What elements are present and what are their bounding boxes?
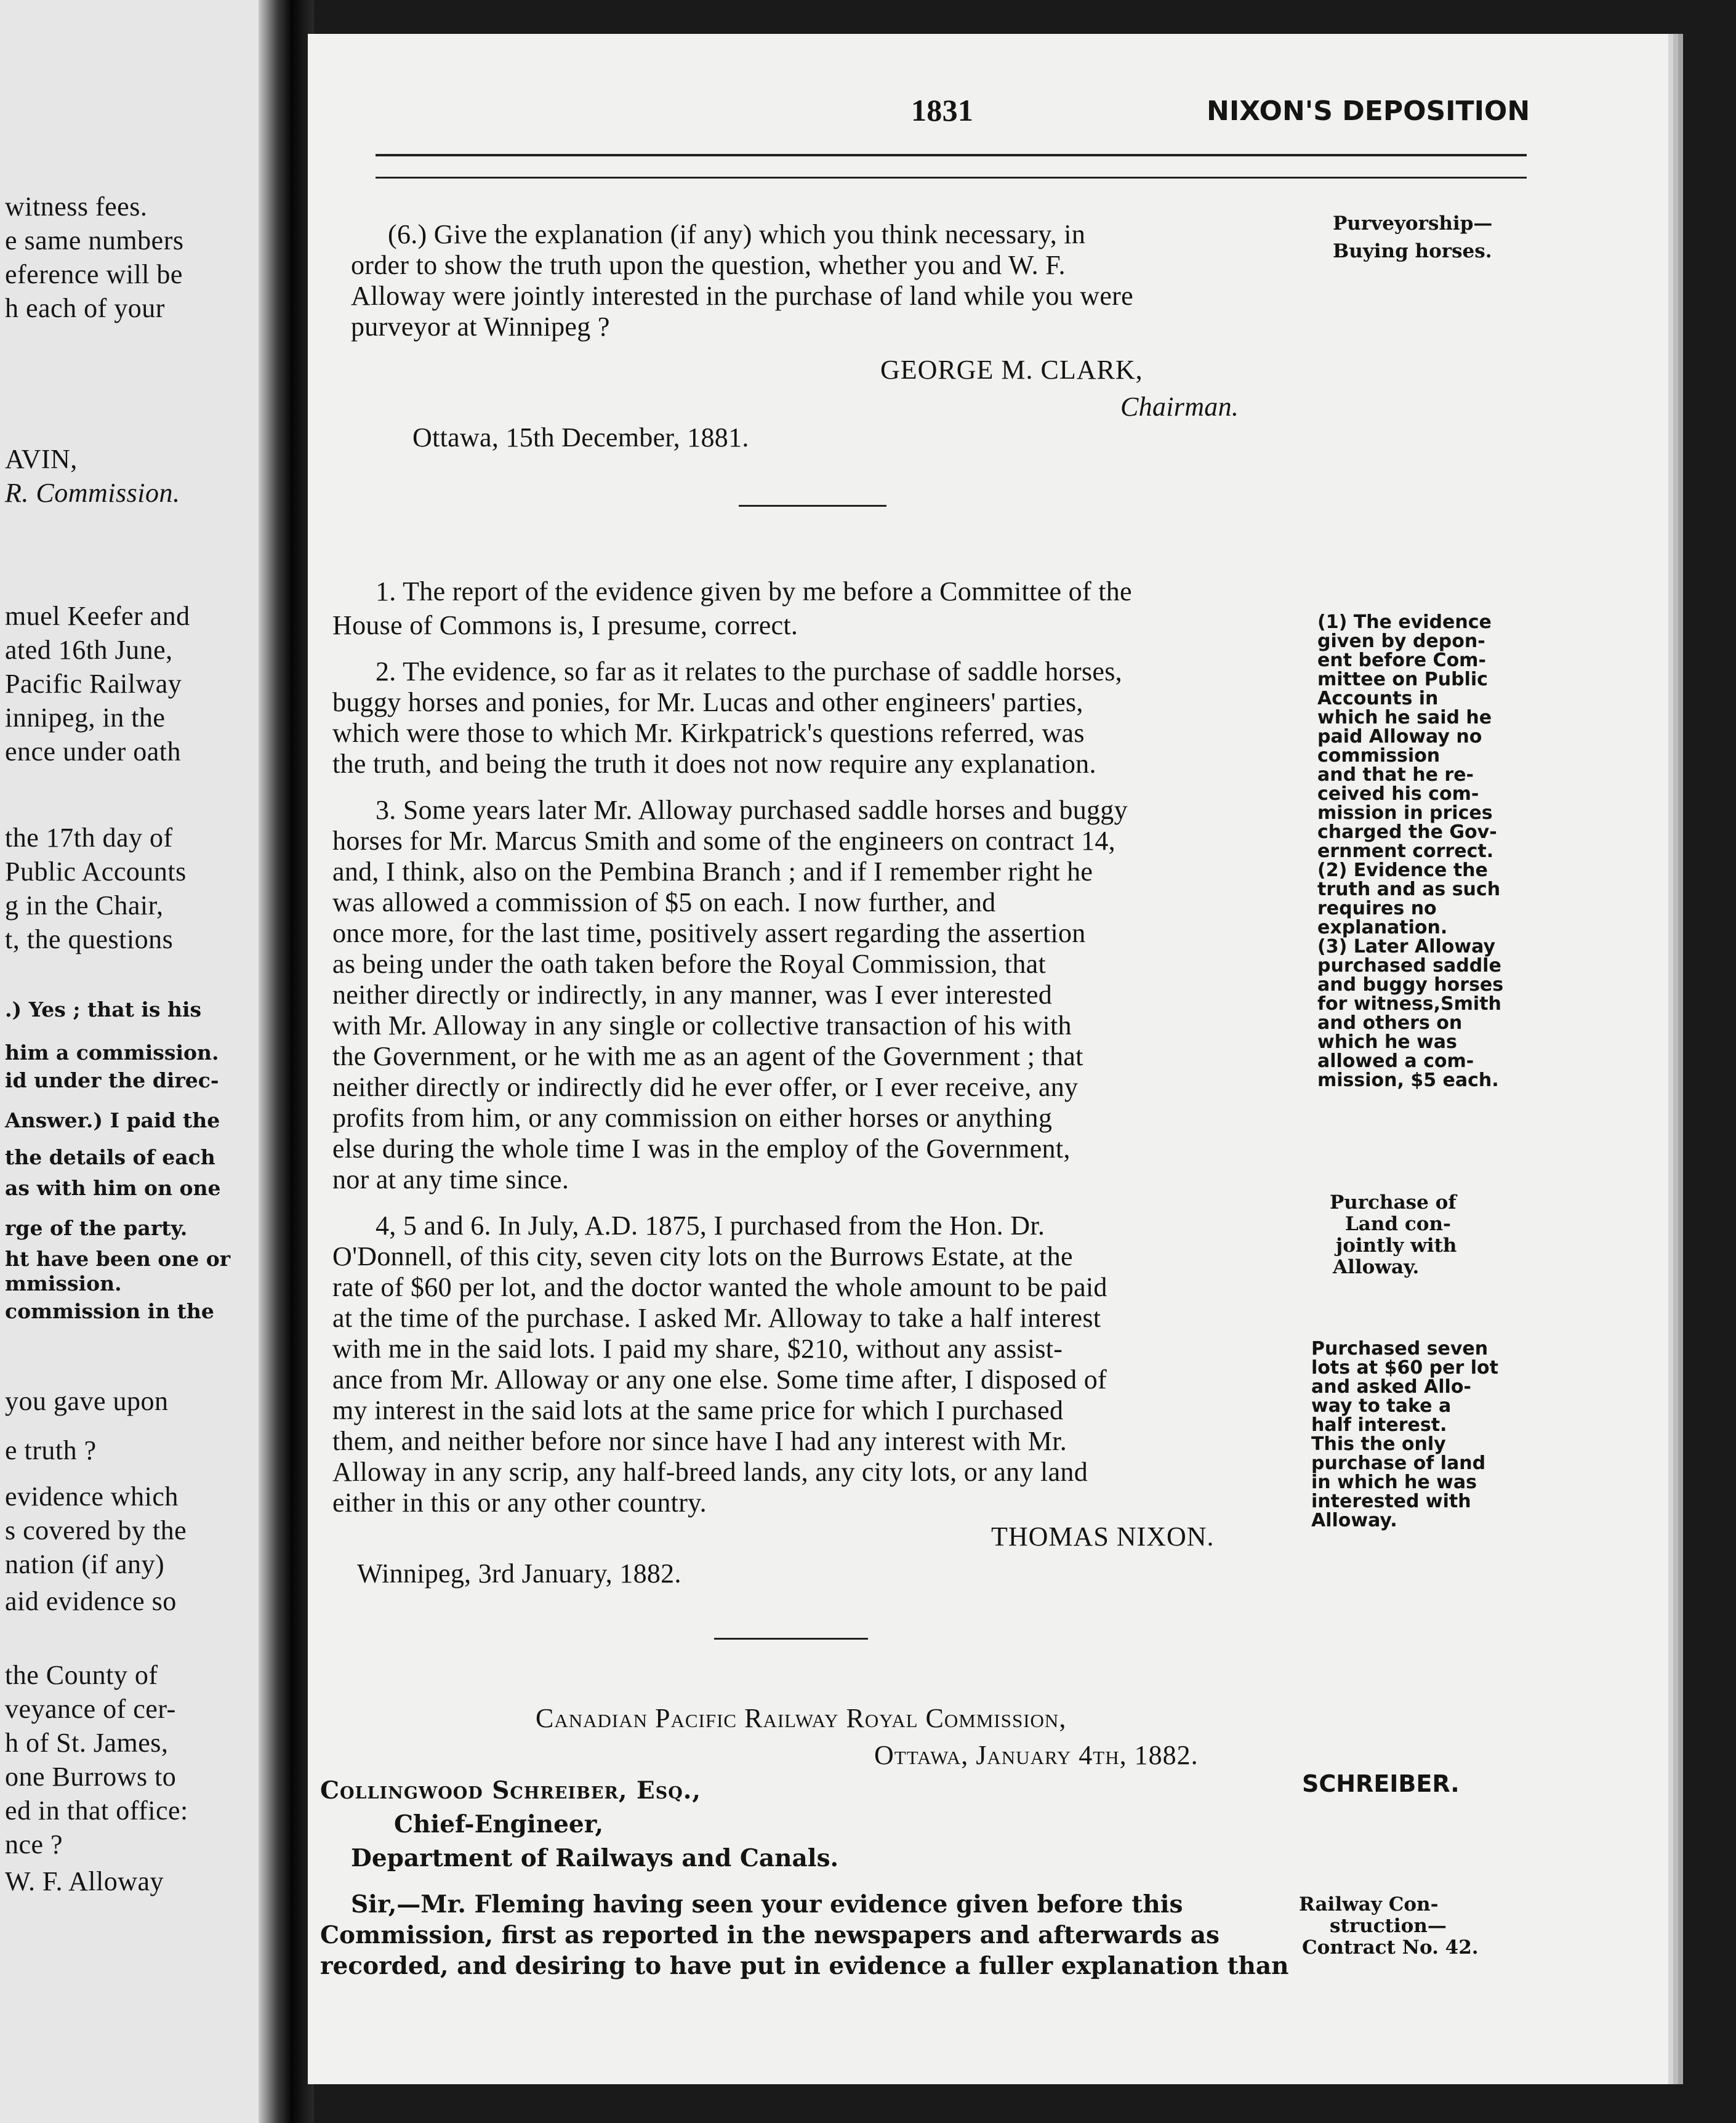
- left-page-line: e same numbers: [5, 225, 184, 256]
- left-page-line: you gave upon: [5, 1386, 169, 1416]
- left-page-line: eference will be: [5, 259, 183, 289]
- left-page-line: evidence which: [5, 1481, 179, 1512]
- section-divider: [739, 505, 886, 507]
- answer-line: was allowed a commission of $5 on each. I now further, and: [332, 887, 996, 917]
- sidenote-purchase-heading: Land con-: [1345, 1213, 1451, 1235]
- left-page-line: muel Keefer and: [5, 601, 190, 631]
- left-page-fragment: [0, 0, 259, 2123]
- left-page-line: W. F. Alloway: [5, 1866, 164, 1896]
- answer-line: my interest in the said lots at the same price for which I purchased: [332, 1395, 1064, 1425]
- left-page-line: Public Accounts: [5, 856, 187, 887]
- left-page-line: aid evidence so: [5, 1586, 177, 1616]
- sidenote-railway: Railway Con-: [1299, 1893, 1439, 1916]
- left-page-line: him a commission.: [5, 1041, 219, 1065]
- sidenote-line: This the only: [1311, 1433, 1446, 1455]
- winnipeg-dateline: Winnipeg, 3rd January, 1882.: [357, 1558, 681, 1589]
- left-page-line: t, the questions: [5, 924, 174, 954]
- left-page-line: the County of: [5, 1660, 158, 1690]
- question-line: Alloway were jointly interested in the purchase of land while you were: [351, 281, 1133, 311]
- sidenote-line: truth and as such: [1317, 879, 1501, 900]
- left-page-line: rge of the party.: [5, 1216, 188, 1240]
- left-page-line: AVIN,: [5, 444, 78, 474]
- left-page-line: one Burrows to: [5, 1762, 177, 1792]
- answer-line: O'Donnell, of this city, seven city lots on the Burrows Estate, at the: [332, 1241, 1073, 1271]
- answer-line: buggy horses and ponies, for Mr. Lucas and other engineers' parties,: [332, 687, 1083, 717]
- question-line: (6.) Give the explanation (if any) which you think necessary, in: [388, 219, 1086, 249]
- sidenote-schreiber: SCHREIBER.: [1302, 1770, 1460, 1797]
- answer-line: at the time of the purchase. I asked Mr. Alloway to take a half interest: [332, 1303, 1101, 1333]
- answer-line: them, and neither before nor since have I had any interest with Mr.: [332, 1426, 1067, 1456]
- chairman-signature: GEORGE M. CLARK,: [880, 355, 1143, 385]
- letter-body-line: Commission, first as reported in the newspapers and afterwards as: [320, 1921, 1220, 1949]
- left-page-line: nce ?: [5, 1829, 63, 1859]
- letter-dateline: Ottawa, January 4th, 1882.: [874, 1740, 1199, 1770]
- sidenote-line: explanation.: [1317, 917, 1448, 938]
- left-page-line: witness fees.: [5, 191, 148, 222]
- sidenote-line: (2) Evidence the: [1317, 860, 1488, 881]
- answer-line: horses for Mr. Marcus Smith and some of the engineers on contract 14,: [332, 826, 1115, 856]
- left-page-line: the details of each: [5, 1145, 215, 1169]
- ottawa-dateline: Ottawa, 15th December, 1881.: [412, 422, 749, 453]
- page-number: 1831: [911, 93, 974, 127]
- sidenote-line: purchased saddle: [1317, 955, 1501, 977]
- answer-line: once more, for the last time, positively assert regarding the assertion: [332, 918, 1086, 948]
- answer-line: the Government, or he with me as an agent of the Government ; that: [332, 1041, 1083, 1071]
- sidenote-line: requires no: [1317, 898, 1437, 919]
- answer-line: Alloway in any scrip, any half-breed lands, any city lots, or any land: [332, 1457, 1088, 1487]
- left-page-line: h of St. James,: [5, 1728, 169, 1758]
- left-page-line: commission in the: [5, 1299, 214, 1323]
- left-page-line: .) Yes ; that is his: [5, 997, 202, 1021]
- sidenote-line: which he said he: [1317, 707, 1492, 728]
- sidenote-line: and others on: [1317, 1012, 1463, 1034]
- sidenote-line: interested with: [1311, 1491, 1471, 1512]
- question-line: purveyor at Winnipeg ?: [351, 312, 610, 342]
- answer-line: neither directly or indirectly, in any manner, was I ever interested: [332, 980, 1053, 1010]
- answer-line: neither directly or indirectly did he ever offer, or I ever receive, any: [332, 1072, 1079, 1102]
- answer-line: with me in the said lots. I paid my share, $210, without any assist-: [332, 1334, 1063, 1364]
- answer-line: 1. The report of the evidence given by me before a Committee of the: [376, 576, 1132, 606]
- answer-line: nor at any time since.: [332, 1164, 569, 1194]
- sidenote-line: mission in prices: [1317, 802, 1493, 824]
- sidenote-line: Accounts in: [1317, 688, 1439, 709]
- book-gutter: [259, 0, 314, 2123]
- left-page-line: the 17th day of: [5, 823, 173, 853]
- sidenote-line: charged the Gov-: [1317, 821, 1497, 843]
- sidenote-purchase-heading: Alloway.: [1333, 1256, 1420, 1278]
- left-page-line: nation (if any): [5, 1549, 165, 1579]
- left-page-line: ht have been one or: [5, 1247, 231, 1271]
- sidenote-line: mittee on Public: [1317, 669, 1488, 690]
- sidenote-line: ceived his com-: [1317, 783, 1479, 805]
- answer-line: 2. The evidence, so far as it relates to the purchase of saddle horses,: [376, 656, 1122, 687]
- sidenote-purchase-heading: Purchase of: [1330, 1191, 1457, 1214]
- sidenote-line: half interest.: [1311, 1414, 1447, 1436]
- letter-addressee: Collingwood Schreiber, Esq.,: [320, 1776, 701, 1805]
- question-line: order to show the truth upon the question, whether you and W. F.: [351, 250, 1066, 280]
- chairman-title: Chairman.: [1120, 392, 1239, 422]
- left-page-line: Answer.) I paid the: [5, 1108, 220, 1132]
- letter-body-line: Sir,—Mr. Fleming having seen your evidence given before this: [351, 1890, 1183, 1919]
- sidenote-line: and asked Allo-: [1311, 1376, 1471, 1398]
- sidenote-purveyorship: Buying horses.: [1333, 240, 1492, 262]
- left-page-line: Pacific Railway: [5, 669, 182, 699]
- sidenote-line: Purchased seven: [1311, 1338, 1489, 1360]
- left-page-line: e truth ?: [5, 1435, 97, 1465]
- sidenote-line: way to take a: [1311, 1395, 1452, 1417]
- header-rule-bottom: [376, 177, 1527, 179]
- letter-heading: Canadian Pacific Railway Royal Commission,: [536, 1703, 1067, 1733]
- sidenote-purchase-heading: jointly with: [1336, 1235, 1457, 1257]
- left-page-line: veyance of cer-: [5, 1694, 176, 1724]
- sidenote-line: commission: [1317, 745, 1441, 767]
- answer-line: ance from Mr. Alloway or any one else. Some time after, I disposed of: [332, 1364, 1107, 1395]
- sidenote-line: in which he was: [1311, 1472, 1477, 1493]
- left-page-line: mmission.: [5, 1271, 122, 1295]
- sidenote-line: purchase of land: [1311, 1452, 1486, 1474]
- left-page-line: innipeg, in the: [5, 703, 166, 733]
- sidenote-line: mission, $5 each.: [1317, 1070, 1499, 1091]
- sidenote-line: lots at $60 per lot: [1311, 1357, 1498, 1379]
- answer-line: and, I think, also on the Pembina Branch ; and if I remember right he: [332, 856, 1093, 887]
- header-rule-top: [376, 154, 1527, 156]
- sidenote-line: allowed a com-: [1317, 1050, 1474, 1072]
- sidenote-line: and buggy horses: [1317, 974, 1504, 996]
- sidenote-line: given by depon-: [1317, 630, 1485, 652]
- sidenote-line: Alloway.: [1311, 1510, 1397, 1531]
- left-page-line: s covered by the: [5, 1515, 187, 1545]
- nixon-signature: THOMAS NIXON.: [991, 1521, 1215, 1552]
- letter-addressee-title: Chief-Engineer,: [394, 1810, 604, 1839]
- letter-body-line: recorded, and desiring to have put in evidence a fuller explanation than: [320, 1952, 1289, 1980]
- answer-line: else during the whole time I was in the employ of the Government,: [332, 1134, 1071, 1164]
- left-page-line: ed in that office:: [5, 1795, 188, 1826]
- sidenote-railway: struction—: [1330, 1915, 1447, 1937]
- section-divider: [714, 1638, 868, 1640]
- answer-line: 4, 5 and 6. In July, A.D. 1875, I purchased from the Hon. Dr.: [376, 1211, 1045, 1241]
- sidenote-line: ent before Com-: [1317, 650, 1486, 671]
- answer-line: which were those to which Mr. Kirkpatrick's questions referred, was: [332, 718, 1085, 748]
- running-title: NIXON'S DEPOSITION: [1207, 95, 1530, 127]
- left-page-line: h each of your: [5, 293, 165, 323]
- left-page-line: g in the Chair,: [5, 890, 164, 921]
- answer-line: House of Commons is, I presume, correct.: [332, 610, 798, 640]
- sidenote-line: (3) Later Alloway: [1317, 936, 1496, 957]
- left-page-line: ated 16th June,: [5, 635, 173, 665]
- sidenote-line: (1) The evidence: [1317, 611, 1492, 633]
- answer-line: with Mr. Alloway in any single or collective transaction of his with: [332, 1010, 1072, 1041]
- answer-line: profits from him, or any commission on either horses or anything: [332, 1103, 1053, 1133]
- left-page-line: R. Commission.: [5, 478, 180, 508]
- left-page-line: id under the direc-: [5, 1068, 219, 1092]
- sidenote-railway: Contract No. 42.: [1302, 1936, 1479, 1959]
- left-page-line: as with him on one: [5, 1176, 221, 1200]
- letter-addressee-dept: Department of Railways and Canals.: [351, 1844, 839, 1872]
- sidenote-purveyorship: Purveyorship—: [1333, 212, 1493, 235]
- sidenote-line: which he was: [1317, 1031, 1457, 1053]
- sidenote-line: and that he re-: [1317, 764, 1474, 786]
- sidenote-line: for witness,Smith: [1317, 993, 1501, 1015]
- answer-line: rate of $60 per lot, and the doctor wanted the whole amount to be paid: [332, 1272, 1107, 1302]
- sidenote-line: paid Alloway no: [1317, 726, 1482, 747]
- answer-line: the truth, and being the truth it does not now require any explanation.: [332, 749, 1096, 779]
- answer-line: as being under the oath taken before the Royal Commission, that: [332, 949, 1046, 979]
- left-page-line: ence under oath: [5, 736, 182, 767]
- answer-line: 3. Some years later Mr. Alloway purchased saddle horses and buggy: [376, 795, 1128, 825]
- sidenote-line: ernment correct.: [1317, 840, 1494, 862]
- answer-line: either in this or any other country.: [332, 1488, 707, 1518]
- right-page: [308, 34, 1668, 2084]
